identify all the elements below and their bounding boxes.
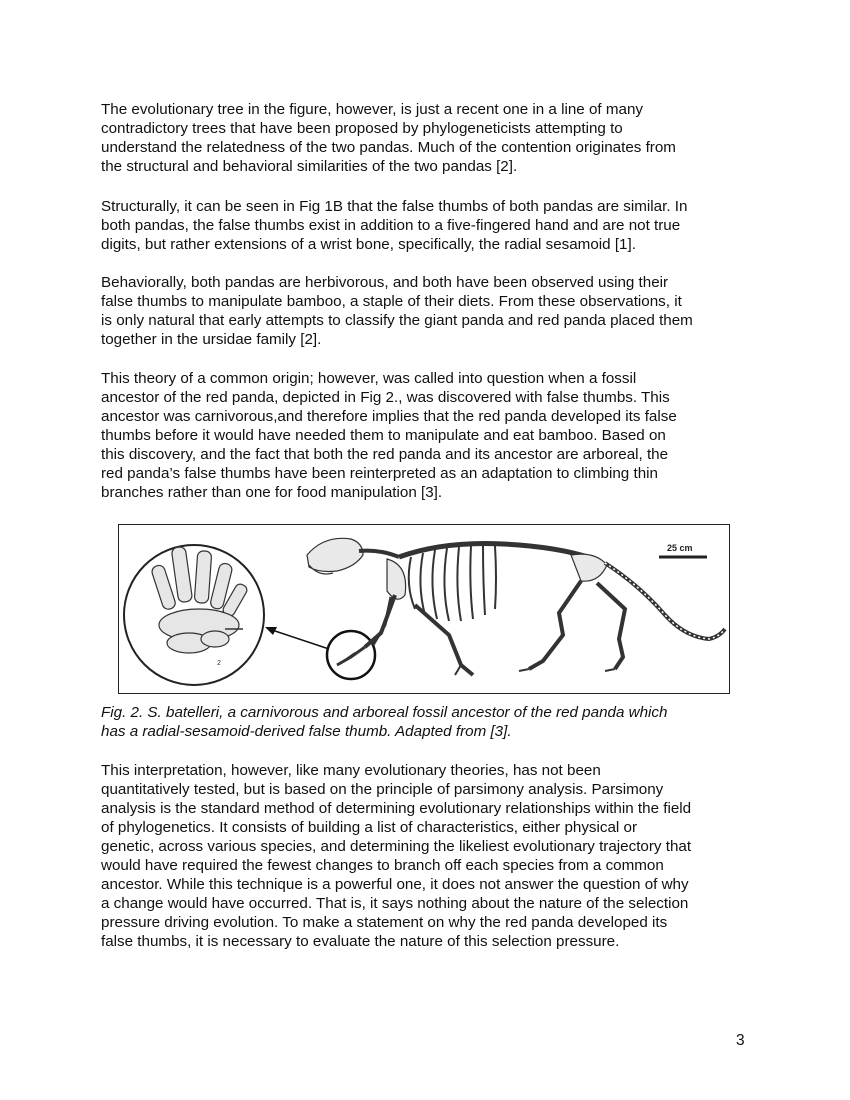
text-line: Behaviorally, both pandas are herbivorous, and both have been observed using their xyxy=(101,274,669,291)
paragraph-parsimony xyxy=(101,761,761,951)
text-line: This interpretation, however, like many evolutionary theories, has not been xyxy=(101,762,601,779)
text-line: ancestor was carnivorous,and therefore implies that the red panda developed its false xyxy=(101,408,677,425)
text-line: false thumbs, it is necessary to evaluate the nature of this selection pressure. xyxy=(101,933,620,950)
text-line: ancestor of the red panda, depicted in Fig 2., was discovered with false thumbs. This xyxy=(101,389,670,406)
text-line: quantitatively tested, but is based on the principle of parsimony analysis. Parsimony xyxy=(101,781,664,798)
text-line: is only natural that early attempts to classify the giant panda and red panda placed them xyxy=(101,312,693,329)
text-line: of phylogenetics. It consists of building a list of characteristics, either physical or xyxy=(101,819,638,836)
text-line: contradictory trees that have been proposed by phylogeneticists attempting to xyxy=(101,120,623,137)
caption-line: Fig. 2. S. batelleri, a carnivorous and arboreal fossil ancestor of the red panda which xyxy=(101,704,668,721)
text-line: a change would have occurred. That is, it says nothing about the nature of the selection xyxy=(101,895,689,912)
text-line: branches rather than one for food manipulation [3]. xyxy=(101,484,443,501)
text-line: This theory of a common origin; however, was called into question when a fossil xyxy=(101,370,637,387)
skeleton-body xyxy=(307,538,725,675)
scale-label: 25 cm xyxy=(667,543,693,553)
scale-bar xyxy=(659,543,707,557)
text-line: The evolutionary tree in the figure, however, is just a recent one in a line of many xyxy=(101,101,643,118)
text-line: would have required the fewest changes to branch off each species from a common xyxy=(101,857,664,874)
text-line: pressure driving evolution. To make a statement on why the red panda developed its xyxy=(101,914,668,931)
text-line: Structurally, it can be seen in Fig 1B that the false thumbs of both pandas are similar. In xyxy=(101,198,688,215)
text-line: understand the relatedness of the two pandas. Much of the contention originates from xyxy=(101,139,676,156)
page-number: 3 xyxy=(736,1032,745,1049)
text-line: genetic, across various species, and determining the likeliest evolutionary trajectory that xyxy=(101,838,692,855)
paragraph-behaviorally xyxy=(101,273,761,349)
skeleton-illustration xyxy=(119,525,731,695)
text-line: red panda’s false thumbs have been reinterpreted as an adaptation to climbing thin xyxy=(101,465,658,482)
text-line: together in the ursidae family [2]. xyxy=(101,331,322,348)
caption-line: has a radial-sesamoid-derived false thumb. Adapted from [3]. xyxy=(101,723,512,740)
pointer-arrow xyxy=(269,629,329,649)
inset-label: 2 xyxy=(217,660,221,667)
text-line: ancestor. While this technique is a powerful one, it does not answer the question of why xyxy=(101,876,689,893)
paragraph-evolutionary-tree xyxy=(101,100,761,176)
text-line: this discovery, and the fact that both the red panda and its ancestor are arboreal, the xyxy=(101,446,669,463)
fossil-skeleton-figure xyxy=(118,524,730,694)
text-line: digits, but rather extensions of a wrist bone, specifically, the radial sesamoid [1]. xyxy=(101,236,636,253)
hand-inset xyxy=(124,545,264,685)
paragraph-structurally xyxy=(101,197,761,254)
text-line: thumbs before it would have needed them to manipulate and eat bamboo. Based on xyxy=(101,427,666,444)
figure-caption xyxy=(101,703,761,741)
text-line: the structural and behavioral similarities of the two pandas [2]. xyxy=(101,158,518,175)
text-line: false thumbs to manipulate bamboo, a staple of their diets. From these observations, it xyxy=(101,293,682,310)
paragraph-common-origin xyxy=(101,369,761,502)
text-line: both pandas, the false thumbs exist in addition to a five-fingered hand and are not true xyxy=(101,217,681,234)
text-line: analysis is the standard method of determining evolutionary relationships within the field xyxy=(101,800,692,817)
